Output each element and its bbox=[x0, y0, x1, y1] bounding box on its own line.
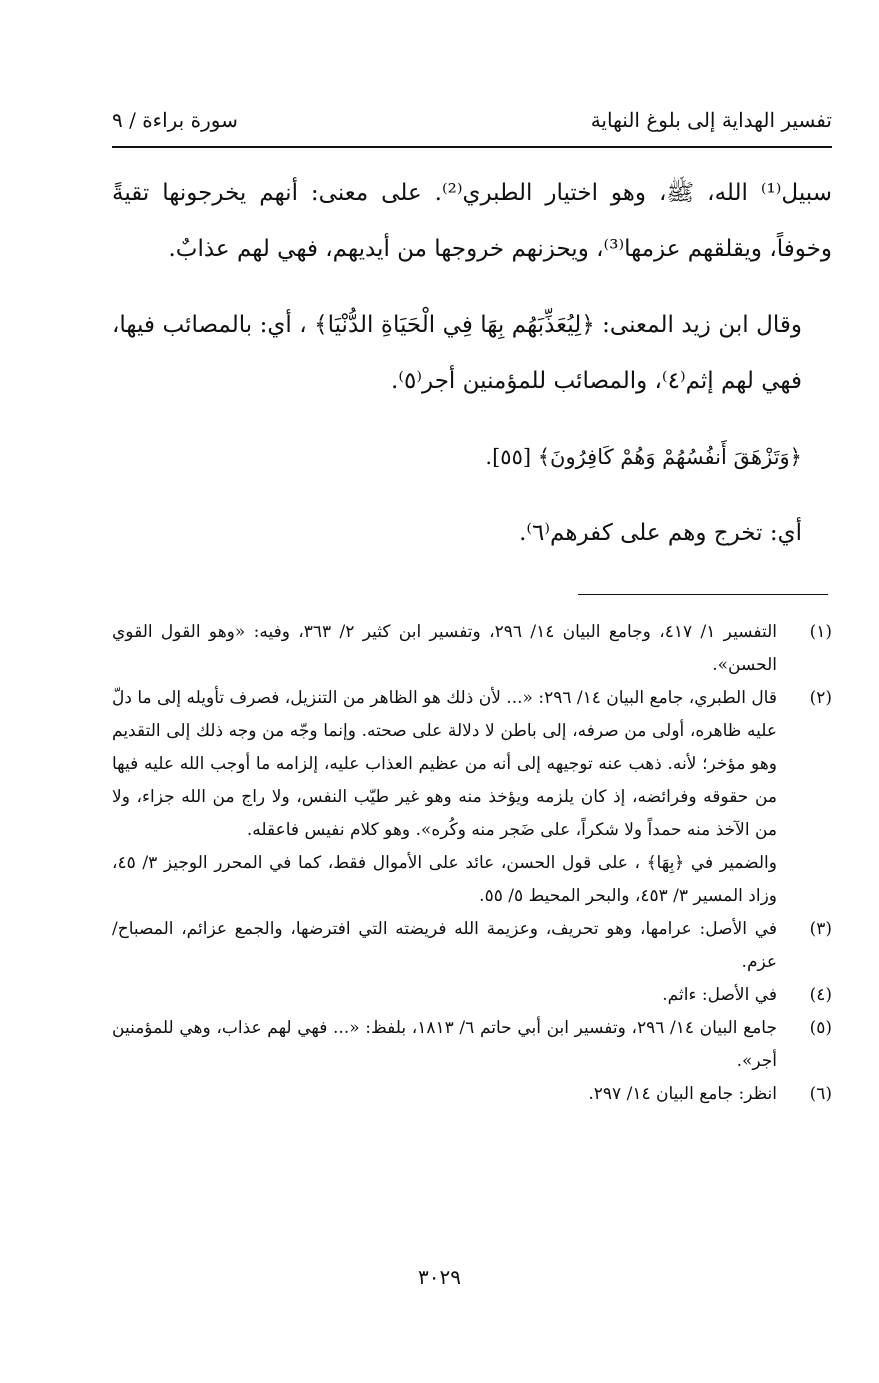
running-header bbox=[112, 108, 832, 142]
paragraph-1: سبيل⁽¹⁾ الله، ﷺ، وهو اختيار الطبري⁽²⁾. على معنى: أنهم يخرجونها تقيةً وخوفاً، ويقلقهم عزمها⁽³⁾، ويحزنهم خروجها من أيديهم، فهي لهم عذابٌ. bbox=[112, 180, 833, 262]
footnote-number: (٣) bbox=[809, 919, 832, 939]
surah-label: سورة براءة / ٩ bbox=[112, 108, 238, 132]
footnote-2-continued bbox=[112, 847, 832, 913]
footnote-3 bbox=[112, 913, 832, 979]
footnote-2 bbox=[112, 682, 832, 847]
footnote-number: (٦) bbox=[809, 1084, 832, 1104]
footnote-4 bbox=[112, 979, 832, 1012]
footnote-text: قال الطبري، جامع البيان ١٤/ ٢٩٦: «... لأن ذلك هو الظاهر من التنزيل، فصرف تأويله إلى ما دلّ عليه ظاهره، أولى من صرفه، إلى باطن لا دلالة على صحته. وإنما وجّه من وجه ذلك إلى التقديم وهو مؤخر؛ لأنه. ذهب عنه توجيهه إلى أنه من عظيم العذاب عليه، إلزامه ما أوجب الله عليه فيها من حقوقه وفرائضه، إذ كان يلزمه ويؤخذ منه وهو غير طيّب النفس، ولا راج من الله جزاء، ولا من الآخذ منه حمداً ولا شكراً، على ضَجر منه وكُره». وهو كلام نفيس فاعقله. bbox=[112, 688, 777, 840]
page-number: ٣٠٢٩ bbox=[418, 1265, 461, 1289]
book-title: تفسير الهداية إلى بلوغ النهاية bbox=[590, 108, 832, 132]
footnote-6 bbox=[112, 1078, 832, 1111]
footnote-text: والضمير في ﴿بِهَا﴾ ، على قول الحسن، عائد على الأموال فقط، كما في المحرر الوجيز ٣/ ٤٥، وزاد المسير ٣/ ٤٥٣، والبحر المحيط ٥/ ٥٥. bbox=[112, 853, 777, 906]
footnote-text: في الأصل: ءاثم. bbox=[662, 985, 777, 1005]
paragraph-2: وقال ابن زيد المعنى: ﴿لِيُعَذِّبَهُم بِهَا فِي الْحَيَاةِ الدُّنْيَا﴾ ، أي: بالمصائب فيها، فهي لهم إثم⁽٤⁾، والمصائب للمؤمنين أجر⁽٥⁾. bbox=[112, 312, 802, 394]
footnotes bbox=[112, 616, 832, 1111]
header-rule bbox=[112, 146, 832, 148]
footnote-text: انظر: جامع البيان ١٤/ ٢٩٧. bbox=[588, 1084, 777, 1104]
footnote-5 bbox=[112, 1012, 832, 1078]
paragraph-3: أي: تخرج وهم على كفرهم⁽٦⁾. bbox=[519, 520, 802, 546]
footnote-text: جامع البيان ١٤/ ٢٩٦، وتفسير ابن أبي حاتم ٦/ ١٨١٣، بلفظ: «... فهي لهم عذاب، وهي للمؤمنين أجر». bbox=[112, 1018, 777, 1071]
footnote-number: (٤) bbox=[809, 985, 832, 1005]
footnote-1 bbox=[112, 616, 832, 682]
footnote-number: (١) bbox=[809, 622, 832, 642]
footnote-number: (٥) bbox=[809, 1018, 832, 1038]
main-text bbox=[112, 165, 832, 561]
footnote-separator bbox=[578, 594, 828, 595]
footnote-number: (٢) bbox=[809, 688, 832, 708]
quran-verse: ﴿وَتَزْهَقَ أَنفُسُهُمْ وَهُمْ كَافِرُونَ﴾ [٥٥]. bbox=[485, 445, 802, 469]
footnote-text: في الأصل: عرامها، وهو تحريف، وعزيمة الله فريضته التي افترضها، والجمع عزائم، المصباح/ عزم. bbox=[112, 919, 777, 972]
footnote-text: التفسير ١/ ٤١٧، وجامع البيان ١٤/ ٢٩٦، وتفسير ابن كثير ٢/ ٣٦٣، وفيه: «وهو القول القوي الحسن». bbox=[112, 622, 777, 675]
